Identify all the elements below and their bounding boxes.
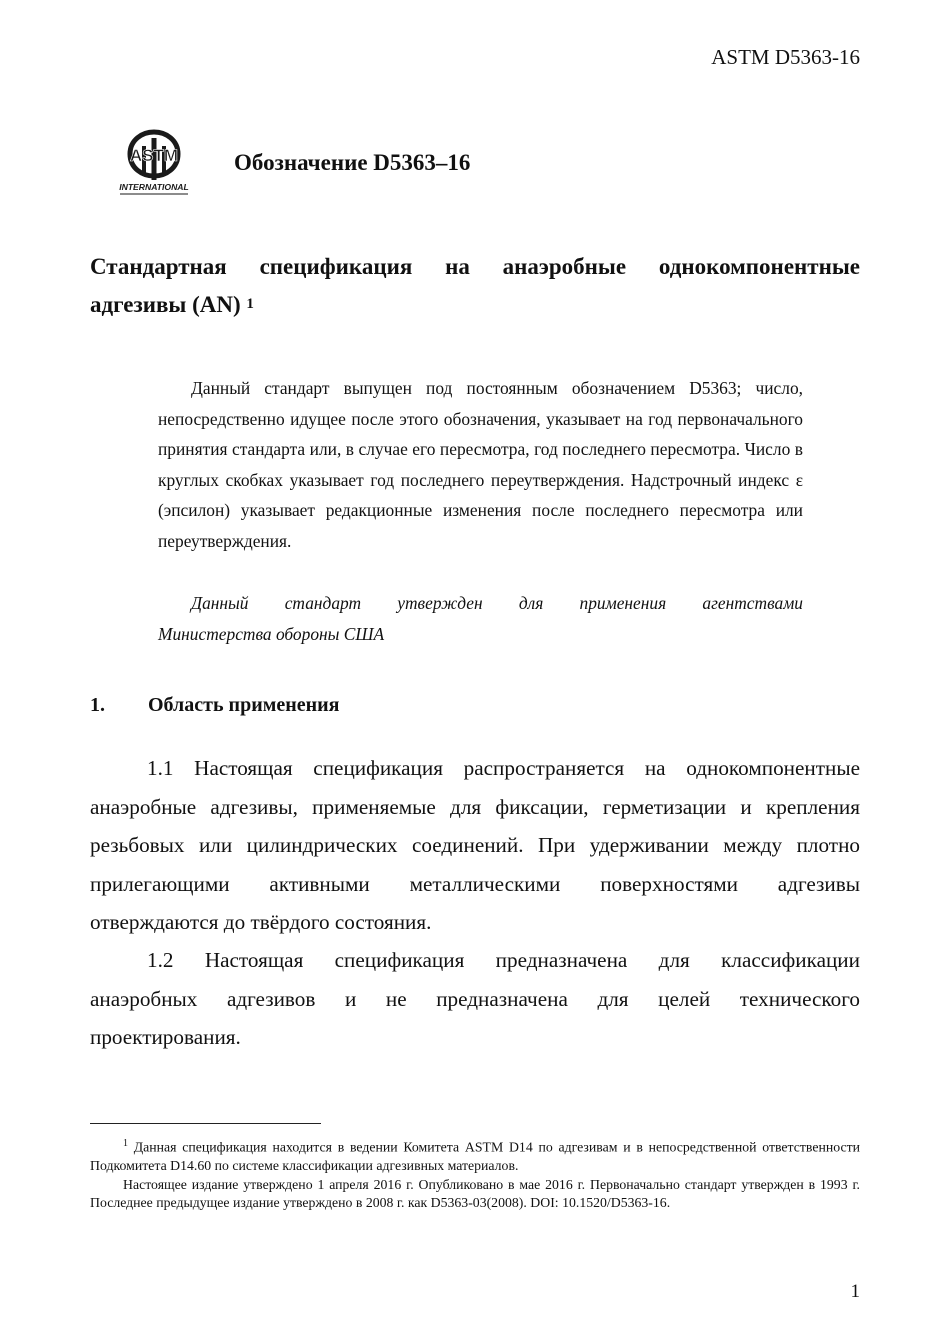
astm-logo-icon — [112, 128, 196, 198]
title-footnote-mark[interactable]: 1 — [246, 296, 254, 312]
paragraph-line: анаэробные адгезивы, применяемые для фиксации, герметизации и крепления — [90, 794, 860, 819]
footnote-text-1: Данная спецификация находится в ведении Комитета ASTM D14 по адгезивам и в непосредственной ответственности Подкомитета D14.60 по системе классификации адгезивных материалов. — [90, 1139, 860, 1174]
dod-line-1: Данный стандарт утвержден для применения агентствами — [191, 593, 803, 613]
footnote-separator — [90, 1123, 321, 1124]
svg-text:ASTM: ASTM — [129, 146, 179, 165]
page-number: 1 — [850, 1281, 860, 1302]
footnote-paragraph-2: Настоящее издание утверждено 1 апреля 2016 г. Опубликовано в мае 2016 г. Первоначально стандарт утвержден в 1993 г. Последнее предыдущее издание утверждено в 2008 г. как D5363-03(2008). DOI: 10.1520/D5363-16. — [90, 1176, 860, 1211]
paragraph-line: прилегающими активными металлическими поверхностями адгезивы — [90, 871, 860, 896]
paragraph-1-2 — [90, 941, 860, 1057]
footnote — [90, 1135, 860, 1213]
paragraph-line: отверждаются до твёрдого состояния. — [90, 910, 432, 934]
title-line-1: Стандартная спецификация на анаэробные однокомпонентные — [90, 254, 860, 279]
paragraph-line: проектирования. — [90, 1025, 241, 1049]
paragraph-line: 1.2 Настоящая спецификация предназначена для классификации — [147, 948, 860, 972]
footnote-paragraph-1 — [90, 1135, 860, 1176]
designation-heading: Обозначение D5363–16 — [234, 150, 471, 175]
section-title: Область применения — [148, 694, 340, 716]
document-code: ASTM D5363-16 — [711, 45, 860, 69]
document-title — [90, 248, 860, 327]
title-line-2: адгезивы (AN) — [90, 292, 247, 317]
dod-approval-note — [158, 588, 803, 650]
footnote-mark: 1 — [123, 1138, 128, 1149]
paragraph-line: анаэробных адгезивов и не предназначена для целей технического — [90, 986, 860, 1011]
dod-line-2: Министерства обороны США — [158, 624, 385, 644]
section-number: 1. — [90, 694, 105, 716]
paragraph-1-1 — [90, 749, 860, 942]
svg-text:INTERNATIONAL: INTERNATIONAL — [119, 182, 189, 192]
paragraph-line: резьбовых или цилиндрических соединений. При удерживании между плотно — [90, 833, 860, 857]
paragraph-line: 1.1 Настоящая спецификация распространяется на однокомпонентные — [147, 756, 860, 780]
astm-logo — [112, 128, 196, 198]
designation-notice: Данный стандарт выпущен под постоянным обозначением D5363; число, непосредственно идущее после этого обозначения, указывает на год первоначального принятия стандарта или, в случае его пересмотра, год последнего пересмотра. Число в круглых скобках указывает год последнего переутверждения. Надстрочный индекс ε (эпсилон) указывает редакционные изменения после последнего пересмотра или переутверждения. — [158, 378, 803, 551]
